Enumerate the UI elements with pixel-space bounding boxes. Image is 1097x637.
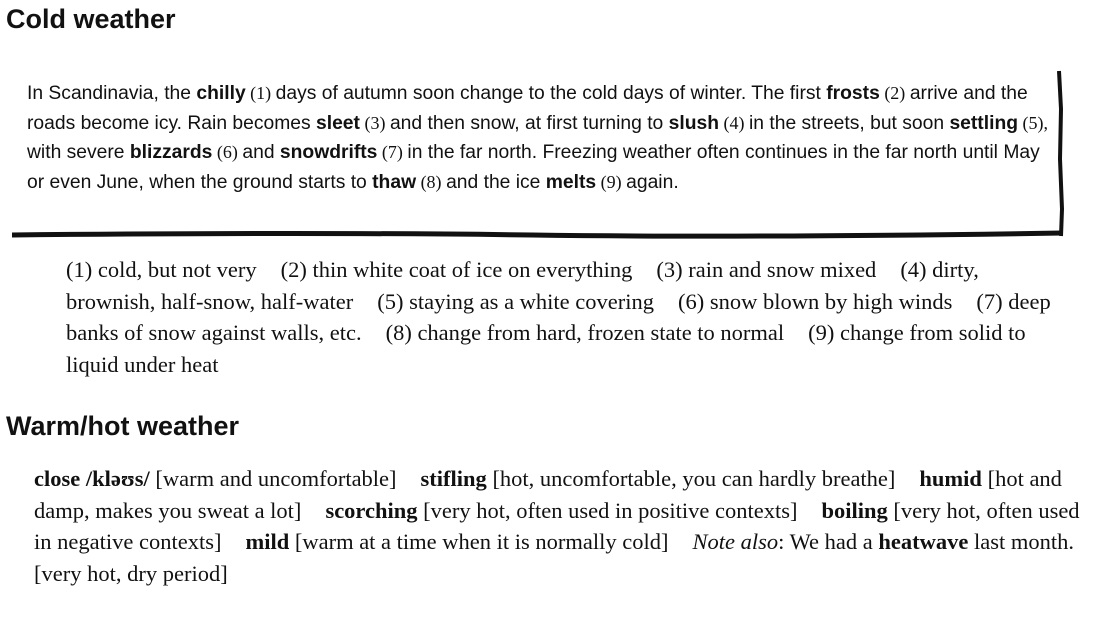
ref-number-6: (6) bbox=[212, 142, 243, 162]
ref-number-7: (7) bbox=[377, 142, 408, 162]
vocab-entry bbox=[421, 466, 896, 491]
warm-weather-vocabulary bbox=[34, 463, 1089, 589]
vocab-word: stifling bbox=[420, 466, 487, 491]
gloss-item: (7) deep banks of snow against walls, etc. bbox=[66, 288, 1051, 345]
glossary-list bbox=[66, 254, 1066, 380]
vocab-heatwave: heatwave bbox=[878, 529, 969, 554]
passage-text: In Scandinavia, the bbox=[27, 83, 197, 104]
section-heading-cold-weather: Cold weather bbox=[6, 4, 176, 34]
gloss-item: (3) rain and snow mixed bbox=[656, 257, 877, 282]
gloss-item: (1) cold, but not very bbox=[66, 257, 257, 282]
example-passage-box bbox=[12, 69, 1062, 239]
vocab-definition: [warm at a time when it is normally cold] bbox=[289, 529, 669, 554]
vocab-definition: [warm and uncomfortable] bbox=[149, 466, 397, 491]
gloss-item: (6) snow blown by high winds bbox=[678, 288, 953, 314]
vocab-definition: [hot and damp, makes you sweat a lot] bbox=[34, 466, 1062, 523]
ref-number-3: (3) bbox=[359, 112, 390, 133]
ref-number-5: (5), bbox=[1018, 112, 1048, 133]
vocab-definition: [very hot, often used in positive contexts] bbox=[417, 497, 798, 523]
ref-number-2: (2) bbox=[879, 83, 910, 103]
vocab-snowdrifts: snowdrifts bbox=[279, 142, 378, 163]
gloss-item: (5) staying as a white covering bbox=[377, 288, 655, 314]
note-text: last month. [very hot, dry period] bbox=[34, 529, 1074, 586]
gloss-item: (9) change from solid to liquid under heat bbox=[66, 320, 1026, 377]
ref-number-8: (8) bbox=[416, 171, 447, 192]
ref-number-4: (4) bbox=[719, 112, 749, 133]
vocab-sleet: sleet bbox=[316, 112, 360, 134]
passage-text: and the ice bbox=[446, 171, 546, 193]
vocab-chilly: chilly bbox=[196, 83, 246, 104]
ref-number-1: (1) bbox=[245, 83, 276, 103]
example-passage-text bbox=[27, 79, 1057, 197]
vocab-word: boiling bbox=[821, 497, 888, 523]
vocab-melts: melts bbox=[545, 171, 597, 193]
passage-text: and bbox=[242, 142, 280, 163]
vocab-settling: settling bbox=[949, 112, 1018, 134]
vocab-frosts: frosts bbox=[826, 83, 880, 104]
gloss-item: (4) dirty, brownish, half-snow, half-water bbox=[66, 257, 979, 314]
vocab-word: humid bbox=[919, 466, 982, 491]
vocab-entry bbox=[245, 529, 668, 554]
note-text: : We had a bbox=[778, 529, 879, 554]
passage-text: days of autumn soon change to the cold days of winter. The first bbox=[275, 83, 827, 104]
passage-text: and then snow, at first turning to bbox=[389, 112, 669, 134]
vocab-word: scorching bbox=[325, 497, 418, 523]
vocab-definition: [very hot, often used in negative contexts] bbox=[34, 497, 1080, 554]
vocab-entry bbox=[34, 466, 397, 491]
gloss-item: (8) change from hard, frozen state to normal bbox=[385, 320, 785, 345]
vocab-definition: [hot, uncomfortable, you can hardly breathe] bbox=[486, 466, 896, 491]
vocab-word: close /kləʊs/ bbox=[34, 466, 150, 491]
passage-text: arrive and the roads become icy. Rain becomes bbox=[27, 83, 1028, 134]
passage-text: again. bbox=[626, 171, 679, 193]
section-heading-warm-hot-weather: Warm/hot weather bbox=[6, 411, 240, 441]
vocab-slush: slush bbox=[668, 112, 719, 134]
passage-text: with severe bbox=[27, 142, 130, 163]
vocab-blizzards: blizzards bbox=[129, 142, 213, 163]
passage-text: in the far north. Freezing weather often continues in the far north until May or even June, when the ground starts to bbox=[27, 142, 1040, 193]
passage-text: in the streets, but soon bbox=[749, 112, 950, 134]
vocab-thaw: thaw bbox=[372, 171, 417, 193]
note-label: Note also bbox=[692, 529, 779, 554]
vocab-entry bbox=[325, 498, 797, 523]
ref-number-9: (9) bbox=[596, 171, 627, 192]
gloss-item: (2) thin white coat of ice on everything bbox=[280, 257, 633, 282]
vocab-word: mild bbox=[245, 529, 290, 554]
